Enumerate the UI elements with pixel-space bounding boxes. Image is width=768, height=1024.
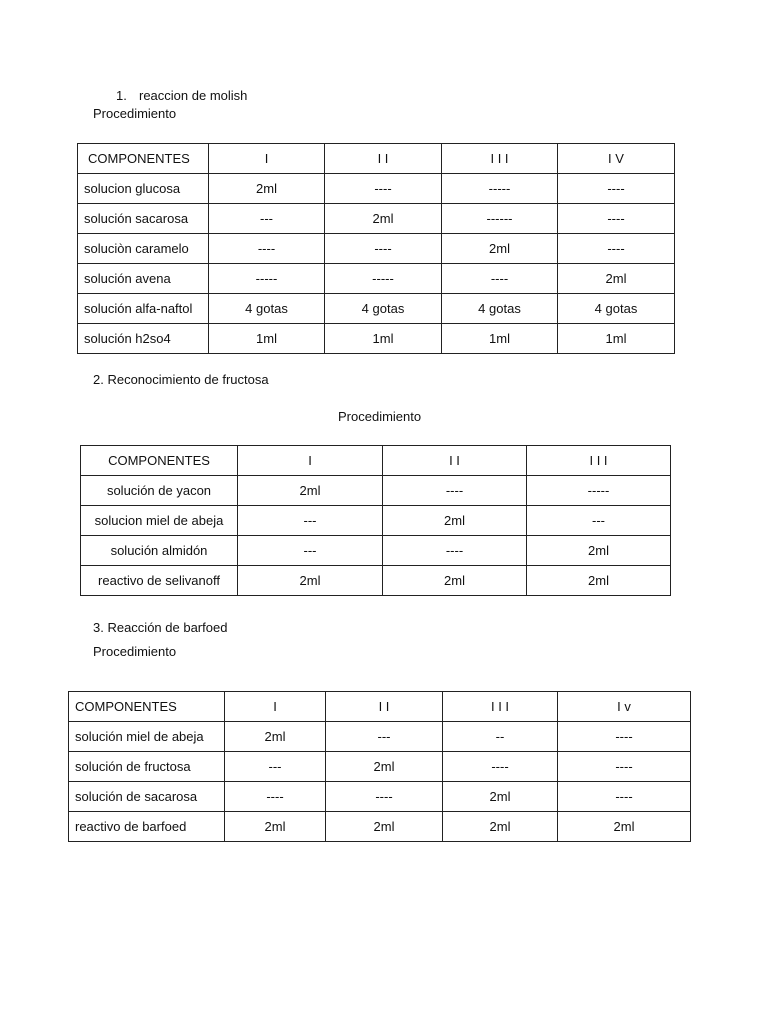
table-cell: ----- (527, 476, 671, 506)
table-cell: solución alfa-naftol (78, 294, 209, 324)
table-cell: solucion glucosa (78, 174, 209, 204)
table-cell: solución de yacon (81, 476, 238, 506)
table-cell: 2ml (443, 812, 558, 842)
barfoed-table (68, 691, 691, 842)
table-cell: ---- (225, 782, 326, 812)
header-cell: I I (326, 692, 443, 722)
header-cell: I I I (442, 144, 558, 174)
header-cell: COMPONENTES (69, 692, 225, 722)
table-cell: 2ml (558, 812, 691, 842)
table-cell: --- (209, 204, 325, 234)
table-row (78, 294, 675, 324)
table-cell: solución almidón (81, 536, 238, 566)
table-row (69, 782, 691, 812)
table-cell: ---- (209, 234, 325, 264)
table-cell: 2ml (325, 204, 442, 234)
table-cell: 4 gotas (558, 294, 675, 324)
table-cell: 2ml (326, 812, 443, 842)
table-cell: --- (326, 722, 443, 752)
table-cell: ---- (558, 782, 691, 812)
table-cell: 4 gotas (442, 294, 558, 324)
table-cell: ---- (558, 234, 675, 264)
table-cell: ------ (442, 204, 558, 234)
table-cell: ---- (558, 722, 691, 752)
header-cell: I (238, 446, 383, 476)
fructosa-table (80, 445, 671, 596)
table-cell: solución miel de abeja (69, 722, 225, 752)
header-cell: I I I (527, 446, 671, 476)
section1-number: 1. (116, 88, 127, 103)
table-cell: solucion miel de abeja (81, 506, 238, 536)
table-cell: 1ml (442, 324, 558, 354)
table-row (69, 752, 691, 782)
table-cell: soluciòn caramelo (78, 234, 209, 264)
table-cell: --- (238, 506, 383, 536)
table-cell: 2ml (383, 506, 527, 536)
table-cell: solución sacarosa (78, 204, 209, 234)
section3-title: 3. Reacción de barfoed (93, 620, 228, 635)
header-cell: I I (383, 446, 527, 476)
table-cell: 2ml (209, 174, 325, 204)
table-header-row (78, 144, 675, 174)
table-cell: solución avena (78, 264, 209, 294)
table-row (69, 722, 691, 752)
table-row (81, 566, 671, 596)
table-cell: ----- (209, 264, 325, 294)
table-cell: --- (225, 752, 326, 782)
header-cell: I V (558, 144, 675, 174)
table-cell: ---- (325, 234, 442, 264)
header-cell: I I (325, 144, 442, 174)
table-cell: 1ml (209, 324, 325, 354)
header-cell: I I I (443, 692, 558, 722)
molish-table (77, 143, 675, 354)
section2-subtitle: Procedimiento (338, 409, 422, 424)
table-cell: solución h2so4 (78, 324, 209, 354)
table-cell: ---- (558, 752, 691, 782)
table-cell: ---- (442, 264, 558, 294)
table-cell: ---- (326, 782, 443, 812)
table-cell: -- (443, 722, 558, 752)
table-cell: 2ml (225, 722, 326, 752)
table-cell: 4 gotas (209, 294, 325, 324)
table-cell: ---- (383, 536, 527, 566)
header-cell: COMPONENTES (78, 144, 209, 174)
table-cell: solución de sacarosa (69, 782, 225, 812)
table-cell: ---- (325, 174, 442, 204)
table-cell: ---- (558, 174, 675, 204)
table-cell: 2ml (442, 234, 558, 264)
table-row (78, 234, 675, 264)
header-cell: I v (558, 692, 691, 722)
table-cell: reactivo de barfoed (69, 812, 225, 842)
table-cell: 2ml (383, 566, 527, 596)
section1-title: reaccion de molish (139, 88, 248, 103)
table-cell: 2ml (558, 264, 675, 294)
section1-subtitle: Procedimiento (93, 106, 177, 121)
section3-subtitle: Procedimiento (93, 644, 177, 659)
table-cell: solución de fructosa (69, 752, 225, 782)
table-header-row (69, 692, 691, 722)
table-row (81, 536, 671, 566)
table-cell: ----- (442, 174, 558, 204)
table-cell: 4 gotas (325, 294, 442, 324)
header-cell: COMPONENTES (81, 446, 238, 476)
section2-title: 2. Reconocimiento de fructosa (93, 372, 269, 387)
table-cell: 1ml (325, 324, 442, 354)
table-row (81, 506, 671, 536)
table-cell: --- (238, 536, 383, 566)
table-row (69, 812, 691, 842)
table-cell: 2ml (225, 812, 326, 842)
table-cell: 2ml (238, 476, 383, 506)
table-cell: reactivo de selivanoff (81, 566, 238, 596)
table-row (78, 204, 675, 234)
table-cell: ---- (443, 752, 558, 782)
table-cell: 2ml (238, 566, 383, 596)
header-cell: I (225, 692, 326, 722)
table-cell: ----- (325, 264, 442, 294)
table-cell: 1ml (558, 324, 675, 354)
table-cell: --- (527, 506, 671, 536)
table-cell: 2ml (527, 536, 671, 566)
table-row (78, 264, 675, 294)
table-cell: 2ml (527, 566, 671, 596)
header-cell: I (209, 144, 325, 174)
table-row (78, 174, 675, 204)
table-cell: 2ml (443, 782, 558, 812)
table-row (81, 476, 671, 506)
table-cell: ---- (383, 476, 527, 506)
table-cell: ---- (558, 204, 675, 234)
table-row (78, 324, 675, 354)
table-header-row (81, 446, 671, 476)
table-cell: 2ml (326, 752, 443, 782)
